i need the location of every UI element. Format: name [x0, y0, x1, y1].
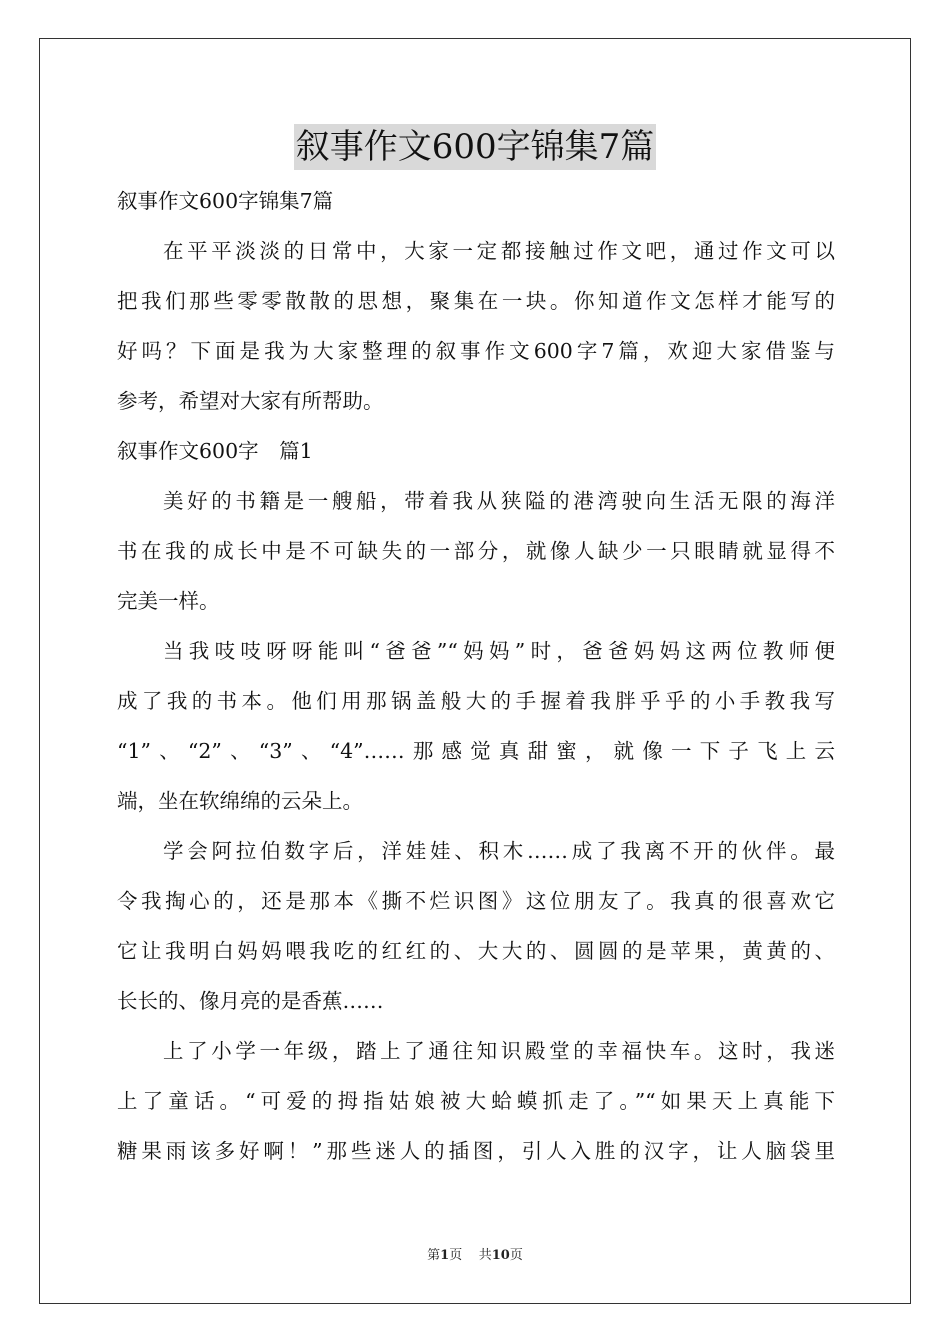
text-line: 叙事作文600字锦集7篇 — [117, 189, 334, 213]
page-footer — [0, 1247, 950, 1265]
text-line: “1”、“2”、“3”、“4”……那感觉真甜蜜，就像一下子飞上云 — [117, 739, 835, 763]
text-line: 在平平淡淡的日常中，大家一定都接触过作文吧，通过作文可以 — [163, 239, 835, 263]
text-line: 美好的书籍是一艘船，带着我从狭隘的港湾驶向生活无限的海洋 — [163, 489, 835, 513]
document-body — [117, 176, 835, 1176]
document-title: 叙事作文600字锦集7篇 — [294, 124, 657, 170]
footer-total-prefix: 共 — [478, 1248, 492, 1263]
footer-page-number: 1 — [440, 1248, 450, 1263]
text-line: 当我吱吱呀呀能叫“爸爸”“妈妈”时，爸爸妈妈这两位教师便 — [163, 639, 835, 663]
title-container — [0, 124, 950, 170]
footer-page-suffix: 页 — [449, 1248, 463, 1263]
text-line: 令我掏心的，还是那本《撕不烂识图》这位朋友了。我真的很喜欢它 — [117, 889, 835, 913]
text-line: 上了小学一年级，踏上了通往知识殿堂的幸福快车。这时，我迷 — [163, 1039, 835, 1063]
footer-page-prefix: 第 — [427, 1248, 441, 1263]
text-line: 叙事作文600字 篇1 — [117, 439, 313, 463]
text-line: 长长的、像月亮的是香蕉…… — [117, 989, 384, 1013]
text-line: 它让我明白妈妈喂我吃的红红的、大大的、圆圆的是苹果，黄黄的、 — [117, 939, 835, 963]
text-line: 完美一样。 — [117, 589, 220, 613]
text-line: 学会阿拉伯数字后，洋娃娃、积木……成了我离不开的伙伴。最 — [163, 839, 835, 863]
text-line: 把我们那些零零散散的思想，聚集在一块。你知道作文怎样才能写的 — [117, 289, 835, 313]
text-line: 好吗？下面是我为大家整理的叙事作文600字7篇，欢迎大家借鉴与 — [117, 339, 835, 363]
text-line: 成了我的书本。他们用那锅盖般大的手握着我胖乎乎的小手教我写 — [117, 689, 835, 713]
text-line: 糖果雨该多好啊！”那些迷人的插图，引人入胜的汉字，让人脑袋里 — [117, 1139, 835, 1163]
text-line: 书在我的成长中是不可缺失的一部分，就像人缺少一只眼睛就显得不 — [117, 539, 835, 563]
text-line: 上了童话。“可爱的拇指姑娘被大蛤蟆抓走了。”“如果天上真能下 — [117, 1089, 835, 1113]
text-line: 端，坐在软绵绵的云朵上。 — [117, 789, 363, 813]
text-line: 参考，希望对大家有所帮助。 — [117, 389, 384, 413]
footer-total-pages: 10 — [491, 1248, 510, 1263]
footer-total-suffix: 页 — [509, 1248, 523, 1263]
